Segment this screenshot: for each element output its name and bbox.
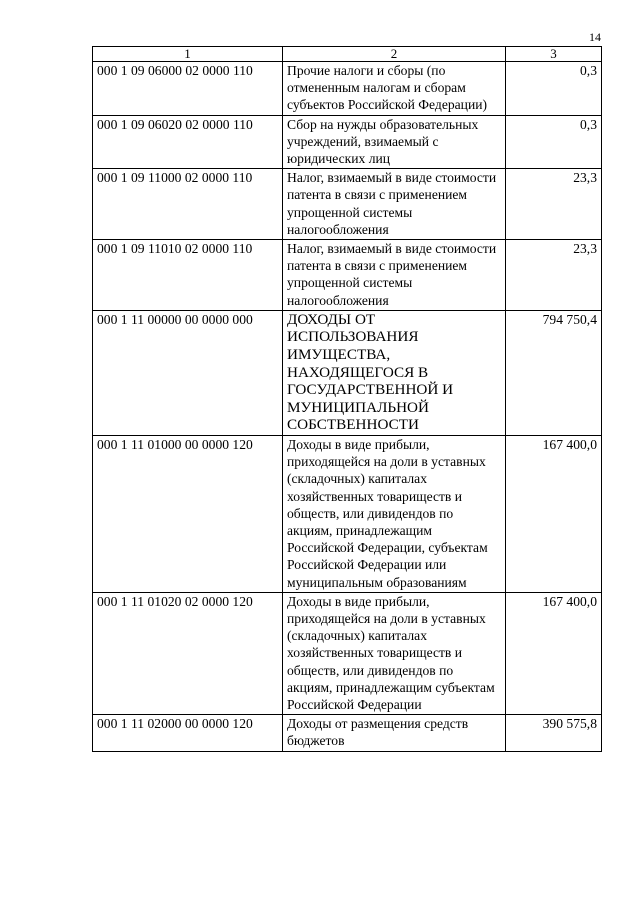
row-name: Доходы в виде прибыли, приходящейся на доли в уставных (складочных) капиталах хозяйственных товариществ и обществ, или дивидендов по акциям, принадлежащим субъектам Российской Федерации bbox=[283, 592, 506, 714]
row-name: Налог, взимаемый в виде стоимости патента в связи с применением упрощенной системы налогообложения bbox=[283, 240, 506, 311]
row-name: Доходы от размещения средств бюджетов bbox=[283, 715, 506, 751]
row-name: Сбор на нужды образовательных учреждений, взимаемый с юридических лиц bbox=[283, 115, 506, 169]
table-row bbox=[93, 592, 602, 714]
row-code: 000 1 09 06000 02 0000 110 bbox=[93, 62, 283, 116]
row-amount: 390 575,8 bbox=[506, 715, 602, 751]
page-number: 14 bbox=[589, 30, 601, 44]
table-header-row bbox=[93, 47, 602, 62]
column-header-1: 1 bbox=[93, 47, 283, 62]
row-name: ДОХОДЫ ОТ ИСПОЛЬЗОВАНИЯ ИМУЩЕСТВА, НАХОДЯЩЕГОСЯ В ГОСУДАРСТВЕННОЙ И МУНИЦИПАЛЬНОЙ СОБСТВЕННОСТИ bbox=[283, 310, 506, 435]
column-header-3: 3 bbox=[506, 47, 602, 62]
row-amount: 794 750,4 bbox=[506, 310, 602, 435]
row-amount: 23,3 bbox=[506, 169, 602, 240]
row-code: 000 1 11 02000 00 0000 120 bbox=[93, 715, 283, 751]
row-code: 000 1 09 11000 02 0000 110 bbox=[93, 169, 283, 240]
table-row bbox=[93, 169, 602, 240]
column-header-2: 2 bbox=[283, 47, 506, 62]
row-name: Доходы в виде прибыли, приходящейся на доли в уставных (складочных) капиталах хозяйственных товариществ и обществ, или дивидендов по акциям, принадлежащим Российской Федерации, субъектам Российской Федерации или муниципальным образованиям bbox=[283, 436, 506, 593]
table-row bbox=[93, 62, 602, 116]
row-amount: 167 400,0 bbox=[506, 592, 602, 714]
table-row bbox=[93, 436, 602, 593]
row-amount: 0,3 bbox=[506, 115, 602, 169]
row-code: 000 1 11 00000 00 0000 000 bbox=[93, 310, 283, 435]
table-row bbox=[93, 715, 602, 751]
row-amount: 167 400,0 bbox=[506, 436, 602, 593]
row-amount: 23,3 bbox=[506, 240, 602, 311]
row-code: 000 1 11 01020 02 0000 120 bbox=[93, 592, 283, 714]
row-code: 000 1 11 01000 00 0000 120 bbox=[93, 436, 283, 593]
table-row bbox=[93, 240, 602, 311]
budget-revenue-table bbox=[92, 46, 602, 752]
table-row bbox=[93, 115, 602, 169]
table-row bbox=[93, 310, 602, 435]
row-code: 000 1 09 11010 02 0000 110 bbox=[93, 240, 283, 311]
row-amount: 0,3 bbox=[506, 62, 602, 116]
row-name: Налог, взимаемый в виде стоимости патента в связи с применением упрощенной системы налогообложения bbox=[283, 169, 506, 240]
row-code: 000 1 09 06020 02 0000 110 bbox=[93, 115, 283, 169]
row-name: Прочие налоги и сборы (по отмененным налогам и сборам субъектов Российской Федерации) bbox=[283, 62, 506, 116]
